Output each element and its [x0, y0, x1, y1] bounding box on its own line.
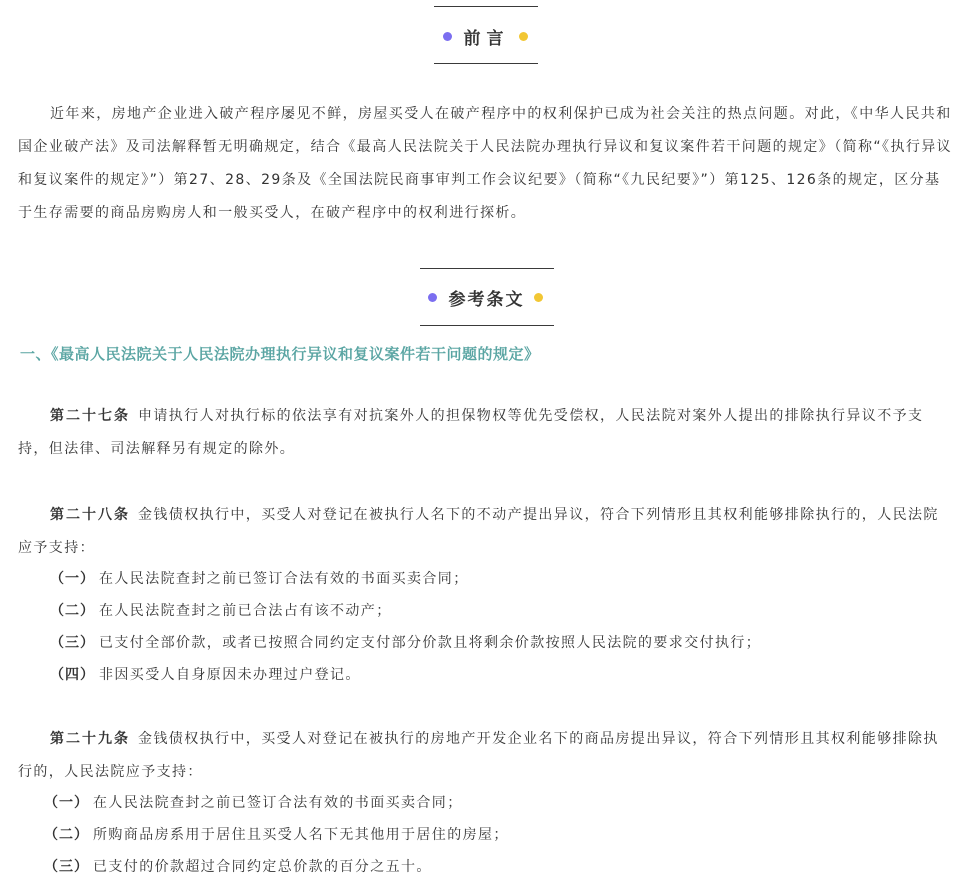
article-label: 第二十八条	[50, 507, 130, 523]
list-item: （二） 在人民法院查封之前已合法占有该不动产；	[50, 603, 392, 619]
article-text: 申请执行人对执行标的依法享有对抗案外人的担保物权等优先受偿权，人民法院对案外人提出的排除执行异议不予支持，但法律、司法解释另有规定的除外。	[18, 408, 924, 457]
references-heading: 参考条文	[448, 289, 525, 310]
list-item: （三） 已支付的价款超过合同约定总价款的百分之五十。	[44, 859, 432, 875]
article-label: 第二十九条	[50, 731, 130, 747]
article-27	[18, 400, 953, 466]
yellow-dot-icon	[519, 32, 528, 41]
list-item: （二） 所购商品房系用于居住且买受人名下无其他用于居住的房屋；	[44, 827, 509, 843]
preface-paragraph: 近年来，房地产企业进入破产程序屡见不鲜，房屋买受人在破产程序中的权利保护已成为社会关注的热点问题。对此，《中华人民共和国企业破产法》及司法解释暂无明确规定，结合《最高人民法院关于人民法院办理执行异议和复议案件若干问题的规定》（简称“《执行异议和复议案件的规定》”）第27、28、29条及《全国法院民商事审判工作会议纪要》（简称“《九民纪要》”）第125、126条的规定，区分基于生存需要的商品房购房人和一般买受人，在破产程序中的权利进行探析。	[18, 106, 953, 221]
list-item: （三） 已支付全部价款，或者已按照合同约定支付部分价款且将剩余价款按照人民法院的要求交付执行；	[50, 635, 762, 651]
references-bottom-rule	[420, 325, 554, 326]
article-29	[18, 723, 953, 789]
article-label: 第二十七条	[50, 408, 130, 424]
yellow-dot-icon	[534, 293, 543, 302]
preface-top-rule	[434, 6, 538, 7]
law-title: 一、《最高人民法院关于人民法院办理执行异议和复议案件若干问题的规定》	[20, 345, 540, 363]
list-item: （一） 在人民法院查封之前已签订合法有效的书面买卖合同；	[50, 571, 469, 587]
references-top-rule	[420, 268, 554, 269]
purple-dot-icon	[428, 293, 437, 302]
article-text: 金钱债权执行中，买受人对登记在被执行人名下的不动产提出异议，符合下列情形且其权利能够排除执行的，人民法院应予支持：	[18, 507, 939, 556]
article-28	[18, 499, 953, 565]
preface-bottom-rule	[434, 63, 538, 64]
list-item: （一） 在人民法院查封之前已签订合法有效的书面买卖合同；	[44, 795, 463, 811]
article-text: 金钱债权执行中，买受人对登记在被执行的房地产开发企业名下的商品房提出异议，符合下列情形且其权利能够排除执行的，人民法院应予支持：	[18, 731, 939, 780]
purple-dot-icon	[443, 32, 452, 41]
list-item: （四） 非因买受人自身原因未办理过户登记。	[50, 667, 361, 683]
preface-heading: 前言	[463, 28, 510, 49]
